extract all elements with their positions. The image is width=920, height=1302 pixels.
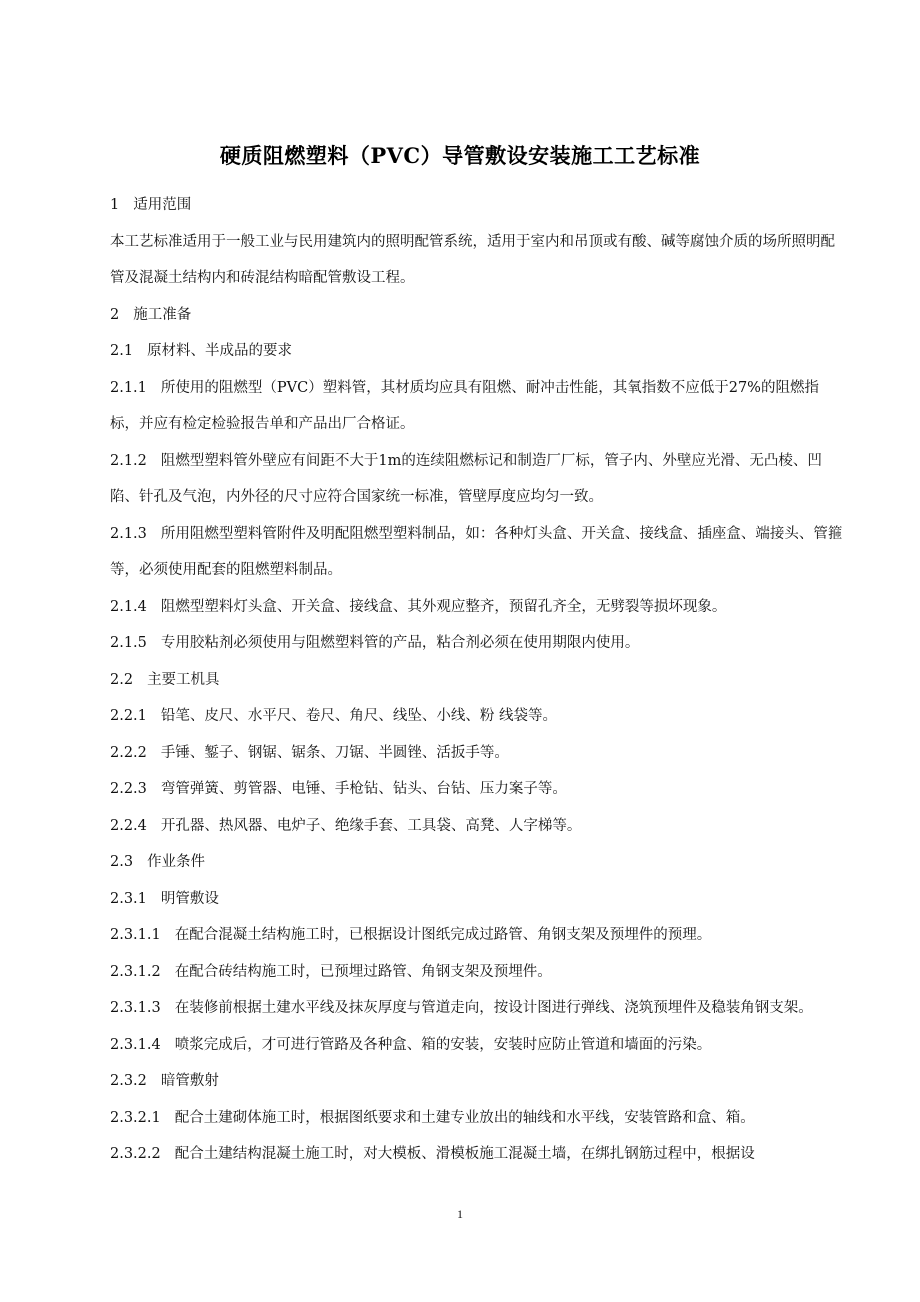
scope-paragraph: 本工艺标准适用于一般工业与民用建筑内的照明配管系统，适用于室内和吊顶或有酸、碱等腐蚀介质的场所照明配管及混凝土结构内和砖混结构暗配管敷设工程。 (110, 233, 835, 286)
clause-2-1-1: 2.1.1 所使用的阻燃型（PVC）塑料管，其材质均应具有阻燃、耐冲击性能，其氧指数不应低于27%的阻燃指标，并应有检定检验报告单和产品出厂合格证。 (110, 379, 819, 432)
section-2-heading: 2 施工准备 (110, 306, 192, 323)
document-title: 硬质阻燃塑料（PVC）导管敷设安装施工工艺标准 (219, 143, 701, 168)
clause-2-3-1-3: 2.3.1.3 在装修前根据土建水平线及抹灰厚度与管道走向，按设计图进行弹线、浇筑预埋件及稳装角钢支架。 (110, 1000, 813, 1016)
clause-2-1-4: 2.1.4 阻燃型塑料灯头盒、开关盒、接线盒、其外观应整齐，预留孔齐全，无劈裂等损坏现象。 (110, 598, 727, 615)
clause-2-2-4: 2.2.4 开孔器、热风器、电炉子、绝缘手套、工具袋、高凳、人字梯等。 (110, 817, 582, 834)
clause-2-2-3: 2.2.3 弯管弹簧、剪管器、电锤、手枪钻、钻头、台钻、压力案子等。 (110, 781, 567, 797)
clause-2-2-1: 2.2.1 铅笔、皮尺、水平尺、卷尺、角尺、线坠、小线、粉 线袋等。 (110, 708, 558, 724)
clause-2-1-3: 2.1.3 所用阻燃型塑料管附件及明配阻燃型塑料制品，如：各种灯头盒、开关盒、接线盒、插座盒、端接头、管箍等，必须使用配套的阻燃塑料制品。 (110, 525, 843, 578)
clause-2-1-2: 2.1.2 阻燃型塑料管外壁应有间距不大于1m的连续阻燃标记和制造厂厂标，管子内、外壁应光滑、无凸棱、凹陷、针孔及气泡，内外径的尺寸应符合国家统一标准，管壁厚度应均匀一致。 (110, 452, 822, 505)
section-1-heading: 1 适用范围 (110, 197, 192, 213)
clause-2-3-1-4: 2.3.1.4 喷浆完成后，才可进行管路及各种盒、箱的安装，安装时应防止管道和墙面的污染。 (110, 1036, 712, 1053)
section-2-3-2-heading: 2.3.2 暗管敷射 (110, 1073, 219, 1089)
page-number: 1 (457, 1207, 463, 1221)
section-2-1-heading: 2.1 原材料、半成品的要求 (110, 343, 293, 359)
section-2-2-heading: 2.2 主要工机具 (110, 671, 220, 688)
clause-2-3-1-1: 2.3.1.1 在配合混凝土结构施工时，已根据设计图纸完成过路管、角钢支架及预埋件的预理。 (110, 927, 712, 943)
section-2-3-heading: 2.3 作业条件 (110, 854, 206, 870)
clause-2-1-5: 2.1.5 专用胶粘剂必须使用与阻燃塑料管的产品，粘合剂必须在使用期限内使用。 (110, 635, 640, 651)
document-body (110, 187, 845, 1173)
section-2-3-1-heading: 2.3.1 明管敷设 (110, 890, 219, 907)
clause-2-3-2-1: 2.3.2.1 配合土建砌体施工时，根据图纸要求和土建专业放出的轴线和水平线，安装管路和盒、箱。 (110, 1109, 755, 1126)
clause-2-3-1-2: 2.3.1.2 在配合砖结构施工时，已预埋过路管、角钢支架及预埋件。 (110, 963, 552, 980)
clause-2-2-2: 2.2.2 手锤、錾子、钢锯、锯条、刀锯、半圆锉、活扳手等。 (110, 744, 509, 761)
clause-2-3-2-2: 2.3.2.2 配合土建结构混凝土施工时，对大模板、滑模板施工混凝土墙，在绑扎钢筋过程中，根据设 (110, 1146, 755, 1162)
